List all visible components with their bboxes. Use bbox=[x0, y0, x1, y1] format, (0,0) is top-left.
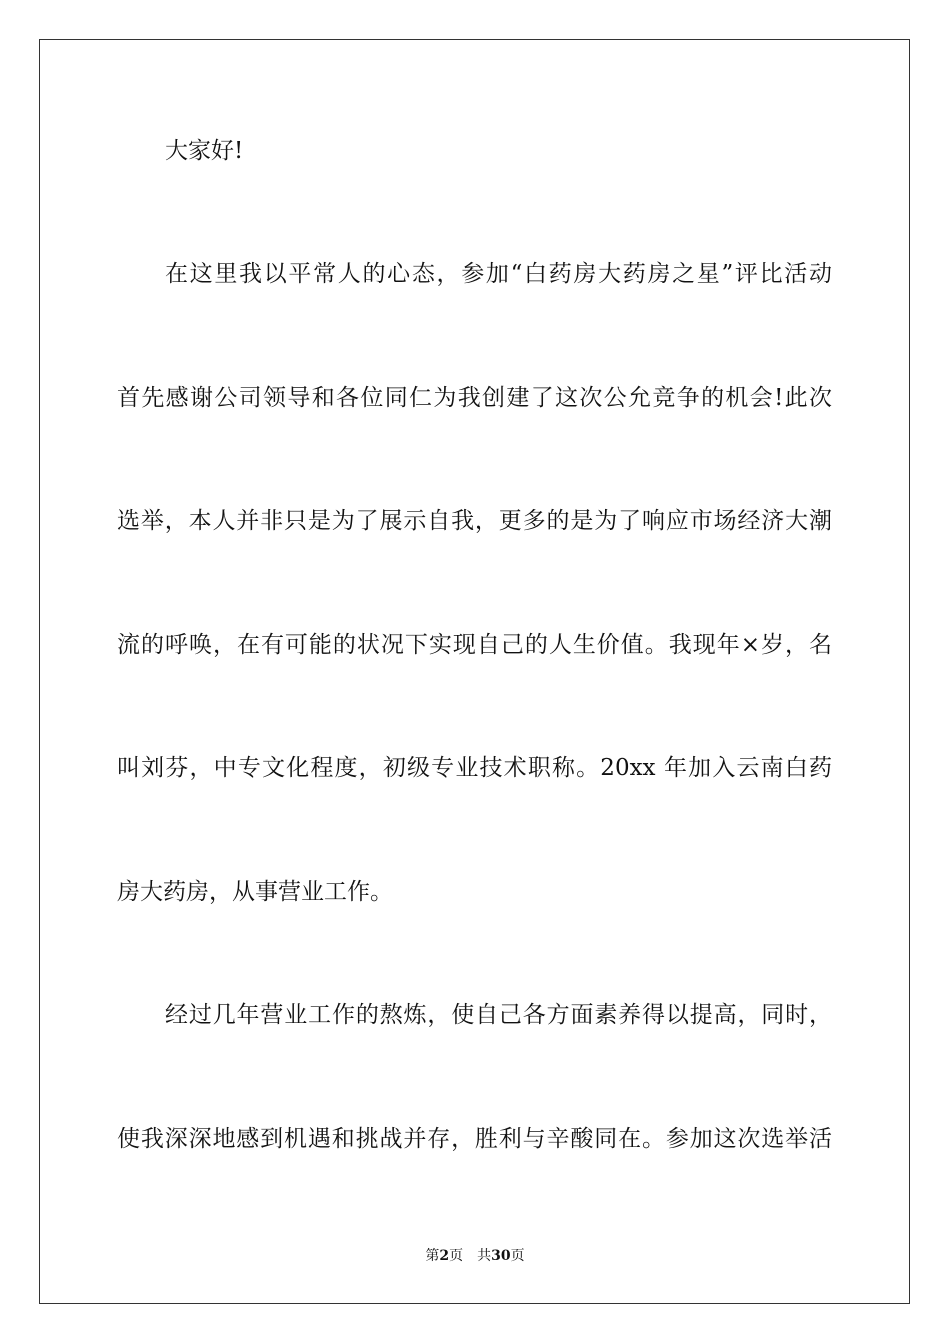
paragraph-1-line-1: 在这里我以平常人的心态，参加“白药房大药房之星”评比活动 bbox=[165, 261, 832, 287]
total-suffix: 页 bbox=[510, 1248, 525, 1264]
paragraph-2-line-2: 选举，本人并非只是为了展示自我，更多的是为了响应市场经济大潮 bbox=[117, 508, 832, 534]
page-suffix: 页 bbox=[449, 1248, 464, 1264]
page-border bbox=[39, 39, 910, 1304]
paragraph-2-line-3: 流的呼唤，在有可能的状况下实现自己的人生价值。我现年×岁，名 bbox=[117, 632, 832, 658]
paragraph-2-line-4: 叫刘芬，中专文化程度，初级专业技术职称。20xx 年加入云南白药 bbox=[117, 755, 832, 781]
total-prefix: 共 bbox=[477, 1248, 492, 1264]
total-pages: 30 bbox=[491, 1248, 511, 1264]
page-footer bbox=[0, 1247, 950, 1265]
paragraph-3-line-1: 经过几年营业工作的熬炼，使自己各方面素养得以提高，同时， bbox=[165, 1002, 832, 1028]
greeting-line: 大家好! bbox=[165, 138, 244, 164]
page-number: 2 bbox=[439, 1248, 450, 1264]
paragraph-2-line-1: 首先感谢公司领导和各位同仁为我创建了这次公允竞争的机会!此次 bbox=[117, 385, 832, 411]
paragraph-3-line-2: 使我深深地感到机遇和挑战并存，胜利与辛酸同在。参加这次选举活 bbox=[117, 1126, 832, 1152]
paragraph-2-line-5: 房大药房，从事营业工作。 bbox=[117, 879, 393, 905]
page-prefix: 第 bbox=[425, 1248, 440, 1264]
